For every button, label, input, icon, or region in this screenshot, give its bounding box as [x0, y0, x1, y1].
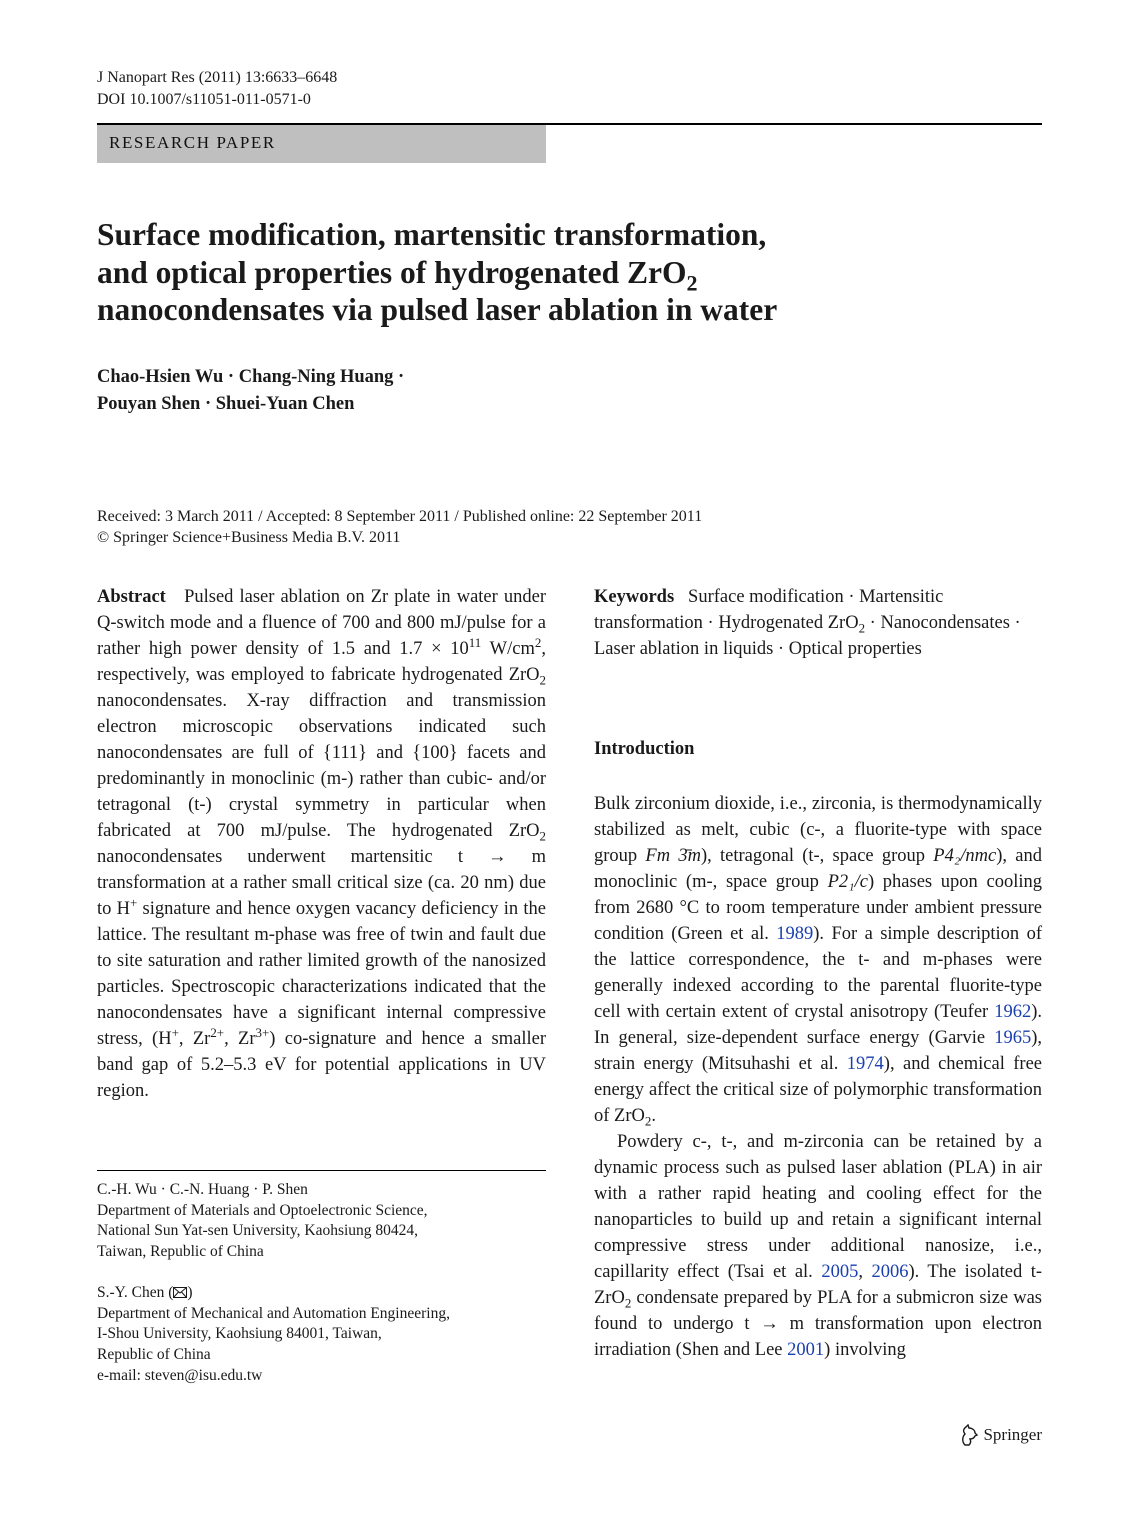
citation-link[interactable]: 1962	[994, 1002, 1032, 1022]
intro-paragraph-2: Powdery c-, t-, and m-zirconia can be retained by a dynamic process such as pulsed laser ablation (PLA) in air with a rather rapid heating and cooling effect for the nanoparticles to build up and retain a significant internal compressive stress under additional nanosize, i.e., capillarity effect (Tsai et al. 2005, 2006). The isolated t-ZrO$_2$ condensate prepared by PLA for a submicron size was found to undergo t → m transformation upon electron irradiation (Shen and Lee 2001) involving	[594, 1132, 1042, 1360]
author-list	[97, 364, 404, 418]
introduction-heading: Introduction	[594, 739, 695, 759]
intro-paragraph-1: Bulk zirconium dioxide, i.e., zirconia, is thermodynamically stabilized as melt, cubic (c-, a fluorite-type with space group Fm 3̄m), tetragonal (t-, space group P4₂/nmc), and monoclinic (m-, space group P2₁/c) phases upon cooling from 2680 °C to room temperature under ambient pressure condition (Green et al. 1989). For a simple description of the lattice correspondence, the t- and m-phases were generally indexed according to the parental fluorite-type cell with certain extent of crystal anisotropy (Teufer 1962). In general, size-dependent surface energy (Garvie 1965), strain energy (Mitsuhashi et al. 1974), and chemical free energy affect the critical size of polymorphic transformation of ZrO$_2$.	[594, 794, 1042, 1129]
citation-link[interactable]: 1974	[846, 1054, 884, 1074]
citation-link[interactable]: 2001	[787, 1340, 825, 1360]
journal-doi: DOI 10.1007/s11051-011-0571-0	[97, 91, 311, 108]
envelope-icon	[173, 1287, 187, 1298]
article-type-banner	[97, 125, 546, 163]
keywords: Keywords Surface modification · Martensitic transformation · Hydrogenated ZrO$_2$ · Nanocondensates · Laser ablation in liquids · Optical properties	[594, 587, 1021, 659]
springer-horse-icon	[959, 1424, 979, 1446]
affiliation-2: S.-Y. Chen ( ) Department of Mechanical and Automation Engineering, I-Shou University, Kaohsiung 84001, Taiwan, Republic of China e-mail: steven@isu.edu.tw	[97, 1283, 546, 1387]
article-type-label: RESEARCH PAPER	[109, 133, 276, 152]
authors-line-1: Chao-Hsien Wu · Chang-Ning Huang ·	[97, 367, 405, 387]
journal-citation: J Nanopart Res (2011) 13:6633–6648	[97, 69, 338, 86]
footnote-rule	[97, 1170, 546, 1171]
paper-title	[97, 216, 957, 329]
authors-line-2: Pouyan Shen · Shuei-Yuan Chen	[97, 394, 355, 414]
dates-line: Received: 3 March 2011 / Accepted: 8 September 2011 / Published online: 22 September 2011	[97, 508, 703, 525]
copyright-line: © Springer Science+Business Media B.V. 2011	[97, 529, 401, 546]
publication-dates	[97, 506, 702, 548]
title-line-2: and optical properties of hydrogenated ZrO$_2$	[97, 254, 698, 295]
introduction-body	[594, 791, 1042, 1363]
journal-header	[97, 67, 337, 111]
affiliation-1: C.-H. Wu · C.-N. Huang · P. Shen Department of Materials and Optoelectronic Science, National Sun Yat-sen University, Kaohsiung 80424, Taiwan, Republic of China	[97, 1181, 428, 1261]
citation-link[interactable]: 1989	[776, 924, 814, 944]
publisher-footer	[959, 1424, 1042, 1446]
citation-link[interactable]: 2006	[871, 1262, 909, 1282]
keywords-heading: Keywords	[594, 587, 675, 607]
citation-link[interactable]: 2005	[821, 1262, 859, 1282]
abstract	[97, 584, 546, 1104]
email-address[interactable]: e-mail: steven@isu.edu.tw	[97, 1366, 263, 1384]
abstract-heading: Abstract	[97, 587, 166, 607]
title-line-1: Surface modification, martensitic transformation,	[97, 217, 767, 252]
publisher-name: Springer	[983, 1425, 1042, 1444]
title-line-3: nanocondensates via pulsed laser ablation in water	[97, 292, 778, 327]
abstract-text: Abstract Pulsed laser ablation on Zr plate in water under Q-switch mode and a fluence of 700 and 800 mJ/pulse for a rather high power density of 1.5 and $1.7 \times 10^{11}$ $W/cm^2$, respectively, was employed to fabricate hydrogenated ZrO$_2$ nanocondensates. X-ray diffraction and transmission electron microscopic observations indicated such nanocondensates are full of {111} and {100} facets and predominantly in monoclinic (m-) rather than cubic- and/or tetragonal (t-) crystal symmetry in particular when fabricated at 700 mJ/pulse. The hydrogenated ZrO$_2$ nanocondensates underwent martensitic t → m transformation at a rather small critical size (ca. 20 nm) due to H+ signature and hence oxygen vacancy deficiency in the lattice. The resultant m-phase was free of twin and fault due to site saturation and rather limited growth of the nanosized particles. Spectroscopic characterizations indicated that the nanocondensates have a significant internal compressive stress, (H+, $Zr^{2+}$, $Zr^{3+}$) co-signature and hence a smaller band gap of 5.2–5.3 eV for potential applications in UV region.	[97, 587, 546, 1101]
corresponding-author: S.-Y. Chen ( )	[97, 1284, 193, 1301]
citation-link[interactable]: 1965	[994, 1028, 1032, 1048]
